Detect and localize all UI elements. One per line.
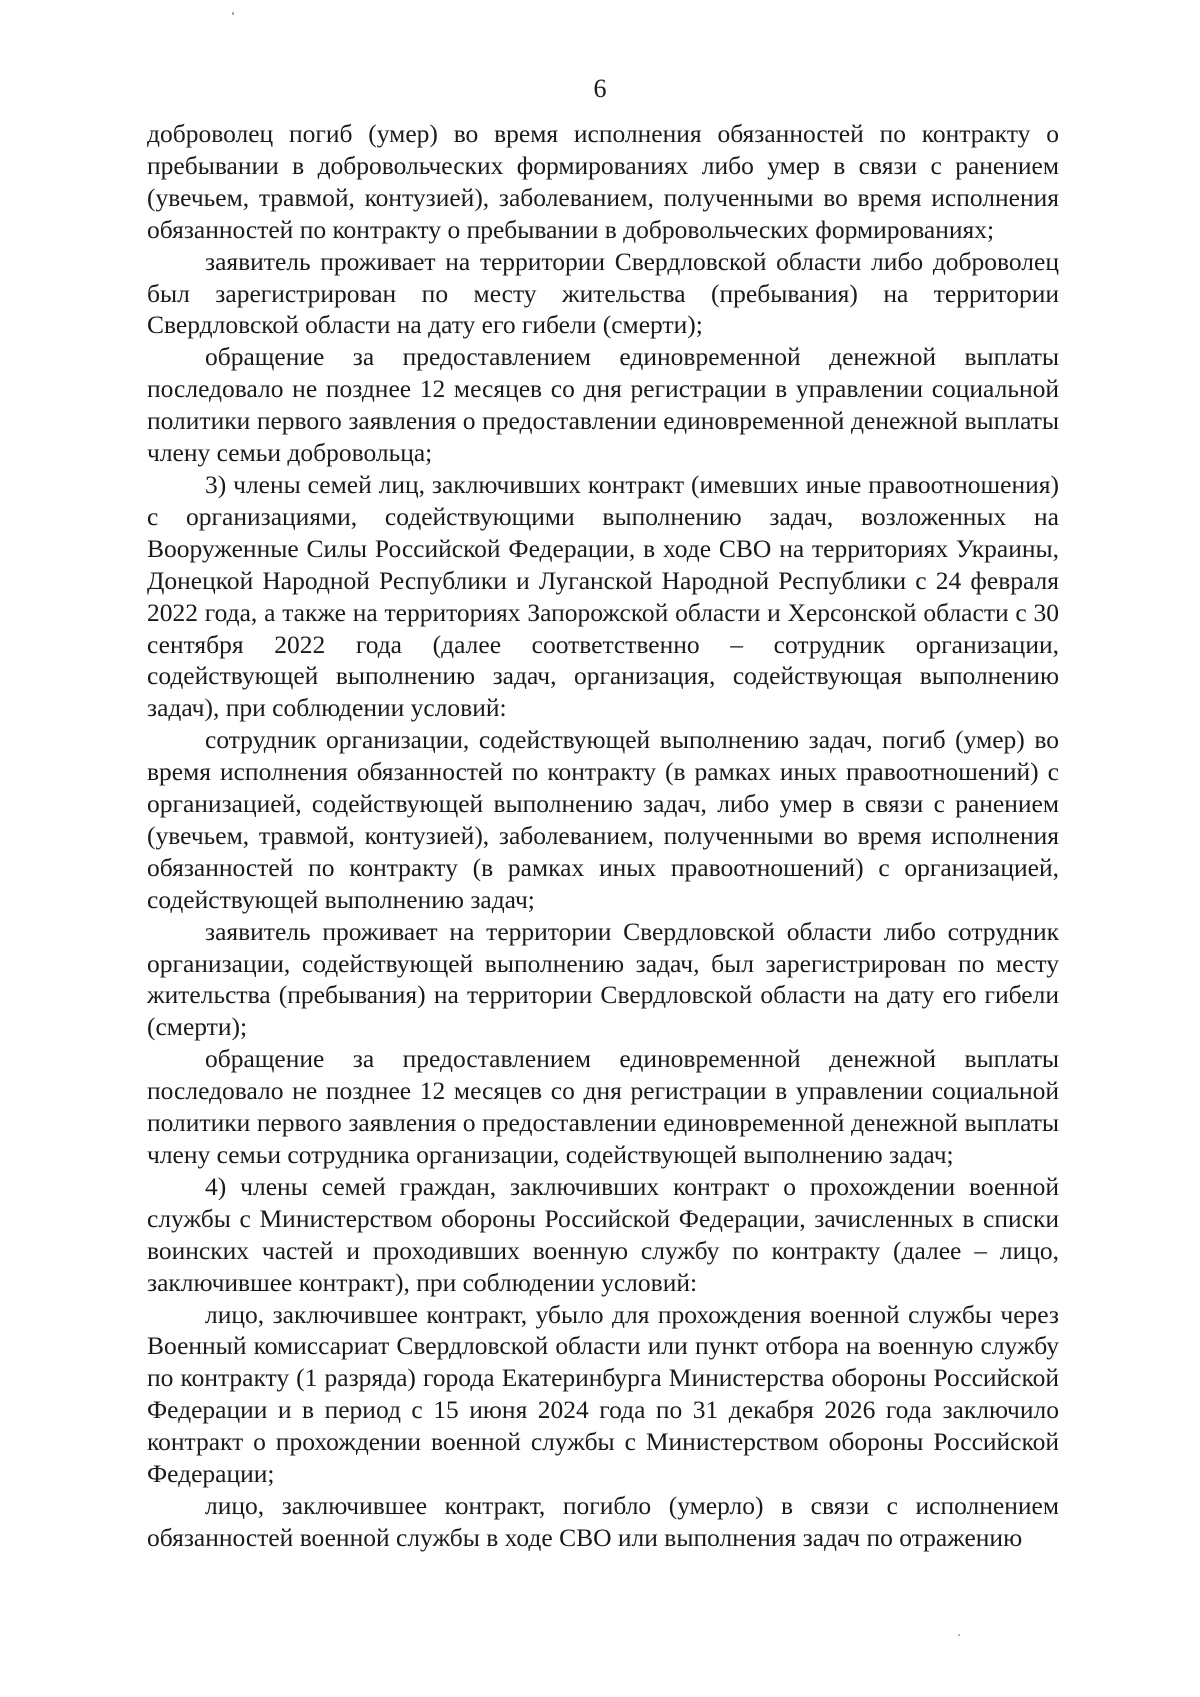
- document-body: [147, 118, 1059, 1554]
- paragraph-contract-signing-condition: лицо, заключившее контракт, убыло для прохождения военной службы через Военный комиссариат Свердловской области или пункт отбора на военную службу по контракту (1 разряда) города Екатеринбурга Министерства обороны Российской Федерации и в период с 15 июня 2024 года по 31 декабря 2026 года заключило контракт о прохождении военной службы с Министерством обороны Российской Федерации;: [147, 1299, 1059, 1489]
- scan-speck: [232, 12, 234, 15]
- paragraph-item-3-organization-employees: 3) члены семей лиц, заключивших контракт (имевших иные правоотношения) с организациями, содействующими выполнению задач, возложенных на Вооруженные Силы Российской Федерации, в ходе СВО на территориях Украины, Донецкой Народной Республики и Луганской Народной Республики с 24 февраля 2022 года, а также на территориях Запорожской области и Херсонской области с 30 сентября 2022 года (далее соответственно – сотрудник организации, содействующей выполнению задач, организация, содействующая выполнению задач), при соблюдении условий:: [147, 469, 1059, 723]
- paragraph-employee-application-deadline: обращение за предоставлением единовременной денежной выплаты последовало не позднее 12 месяцев со дня регистрации в управлении социальной политики первого заявления о предоставлении единовременной денежной выплаты члену семьи сотрудника организации, содействующей выполнению задач;: [147, 1044, 1059, 1169]
- paragraph-volunteer-residence-condition: заявитель проживает на территории Свердловской области либо доброволец был зарегистрирован по месту жительства (пребывания) на территории Свердловской области на дату его гибели (смерти);: [147, 246, 1059, 340]
- paragraph-volunteer-application-deadline: обращение за предоставлением единовременной денежной выплаты последовало не позднее 12 месяцев со дня регистрации в управлении социальной политики первого заявления о предоставлении единовременной денежной выплаты члену семьи добровольца;: [147, 342, 1059, 468]
- paragraph-employee-residence-condition: заявитель проживает на территории Свердловской области либо сотрудник организации, содействующей выполнению задач, был зарегистрирован по месту жительства (пребывания) на территории Свердловской области на дату его гибели (смерти);: [147, 916, 1059, 1042]
- page-number: 6: [593, 74, 607, 103]
- paragraph-item-4-contract-servicemen: 4) члены семей граждан, заключивших контракт о прохождении военной службы с Министерством обороны Российской Федерации, зачисленных в списки воинских частей и проходивших военную службу по контракту (далее – лицо, заключившее контракт), при соблюдении условий:: [147, 1171, 1059, 1297]
- paragraph-employee-death-condition: сотрудник организации, содействующей выполнению задач, погиб (умер) во время исполнения обязанностей по контракту (в рамках иных правоотношений) с организацией, содействующей выполнению задач, либо умер в связи с ранением (увечьем, травмой, контузией), заболеванием, полученными во время исполнения обязанностей по контракту (в рамках иных правоотношений) с организацией, содействующей выполнению задач;: [147, 725, 1059, 914]
- paragraph-volunteer-death-condition: доброволец погиб (умер) во время исполнения обязанностей по контракту о пребывании в добровольческих формированиях либо умер в связи с ранением (увечьем, травмой, контузией), заболеванием, полученными во время исполнения обязанностей по контракту о пребывании в добровольческих формированиях;: [147, 119, 1059, 244]
- scan-speck: [958, 1634, 960, 1636]
- paragraph-contract-death-condition: лицо, заключившее контракт, погибло (умерло) в связи с исполнением обязанностей военной службы в ходе СВО или выполнения задач по отражению: [147, 1490, 1059, 1552]
